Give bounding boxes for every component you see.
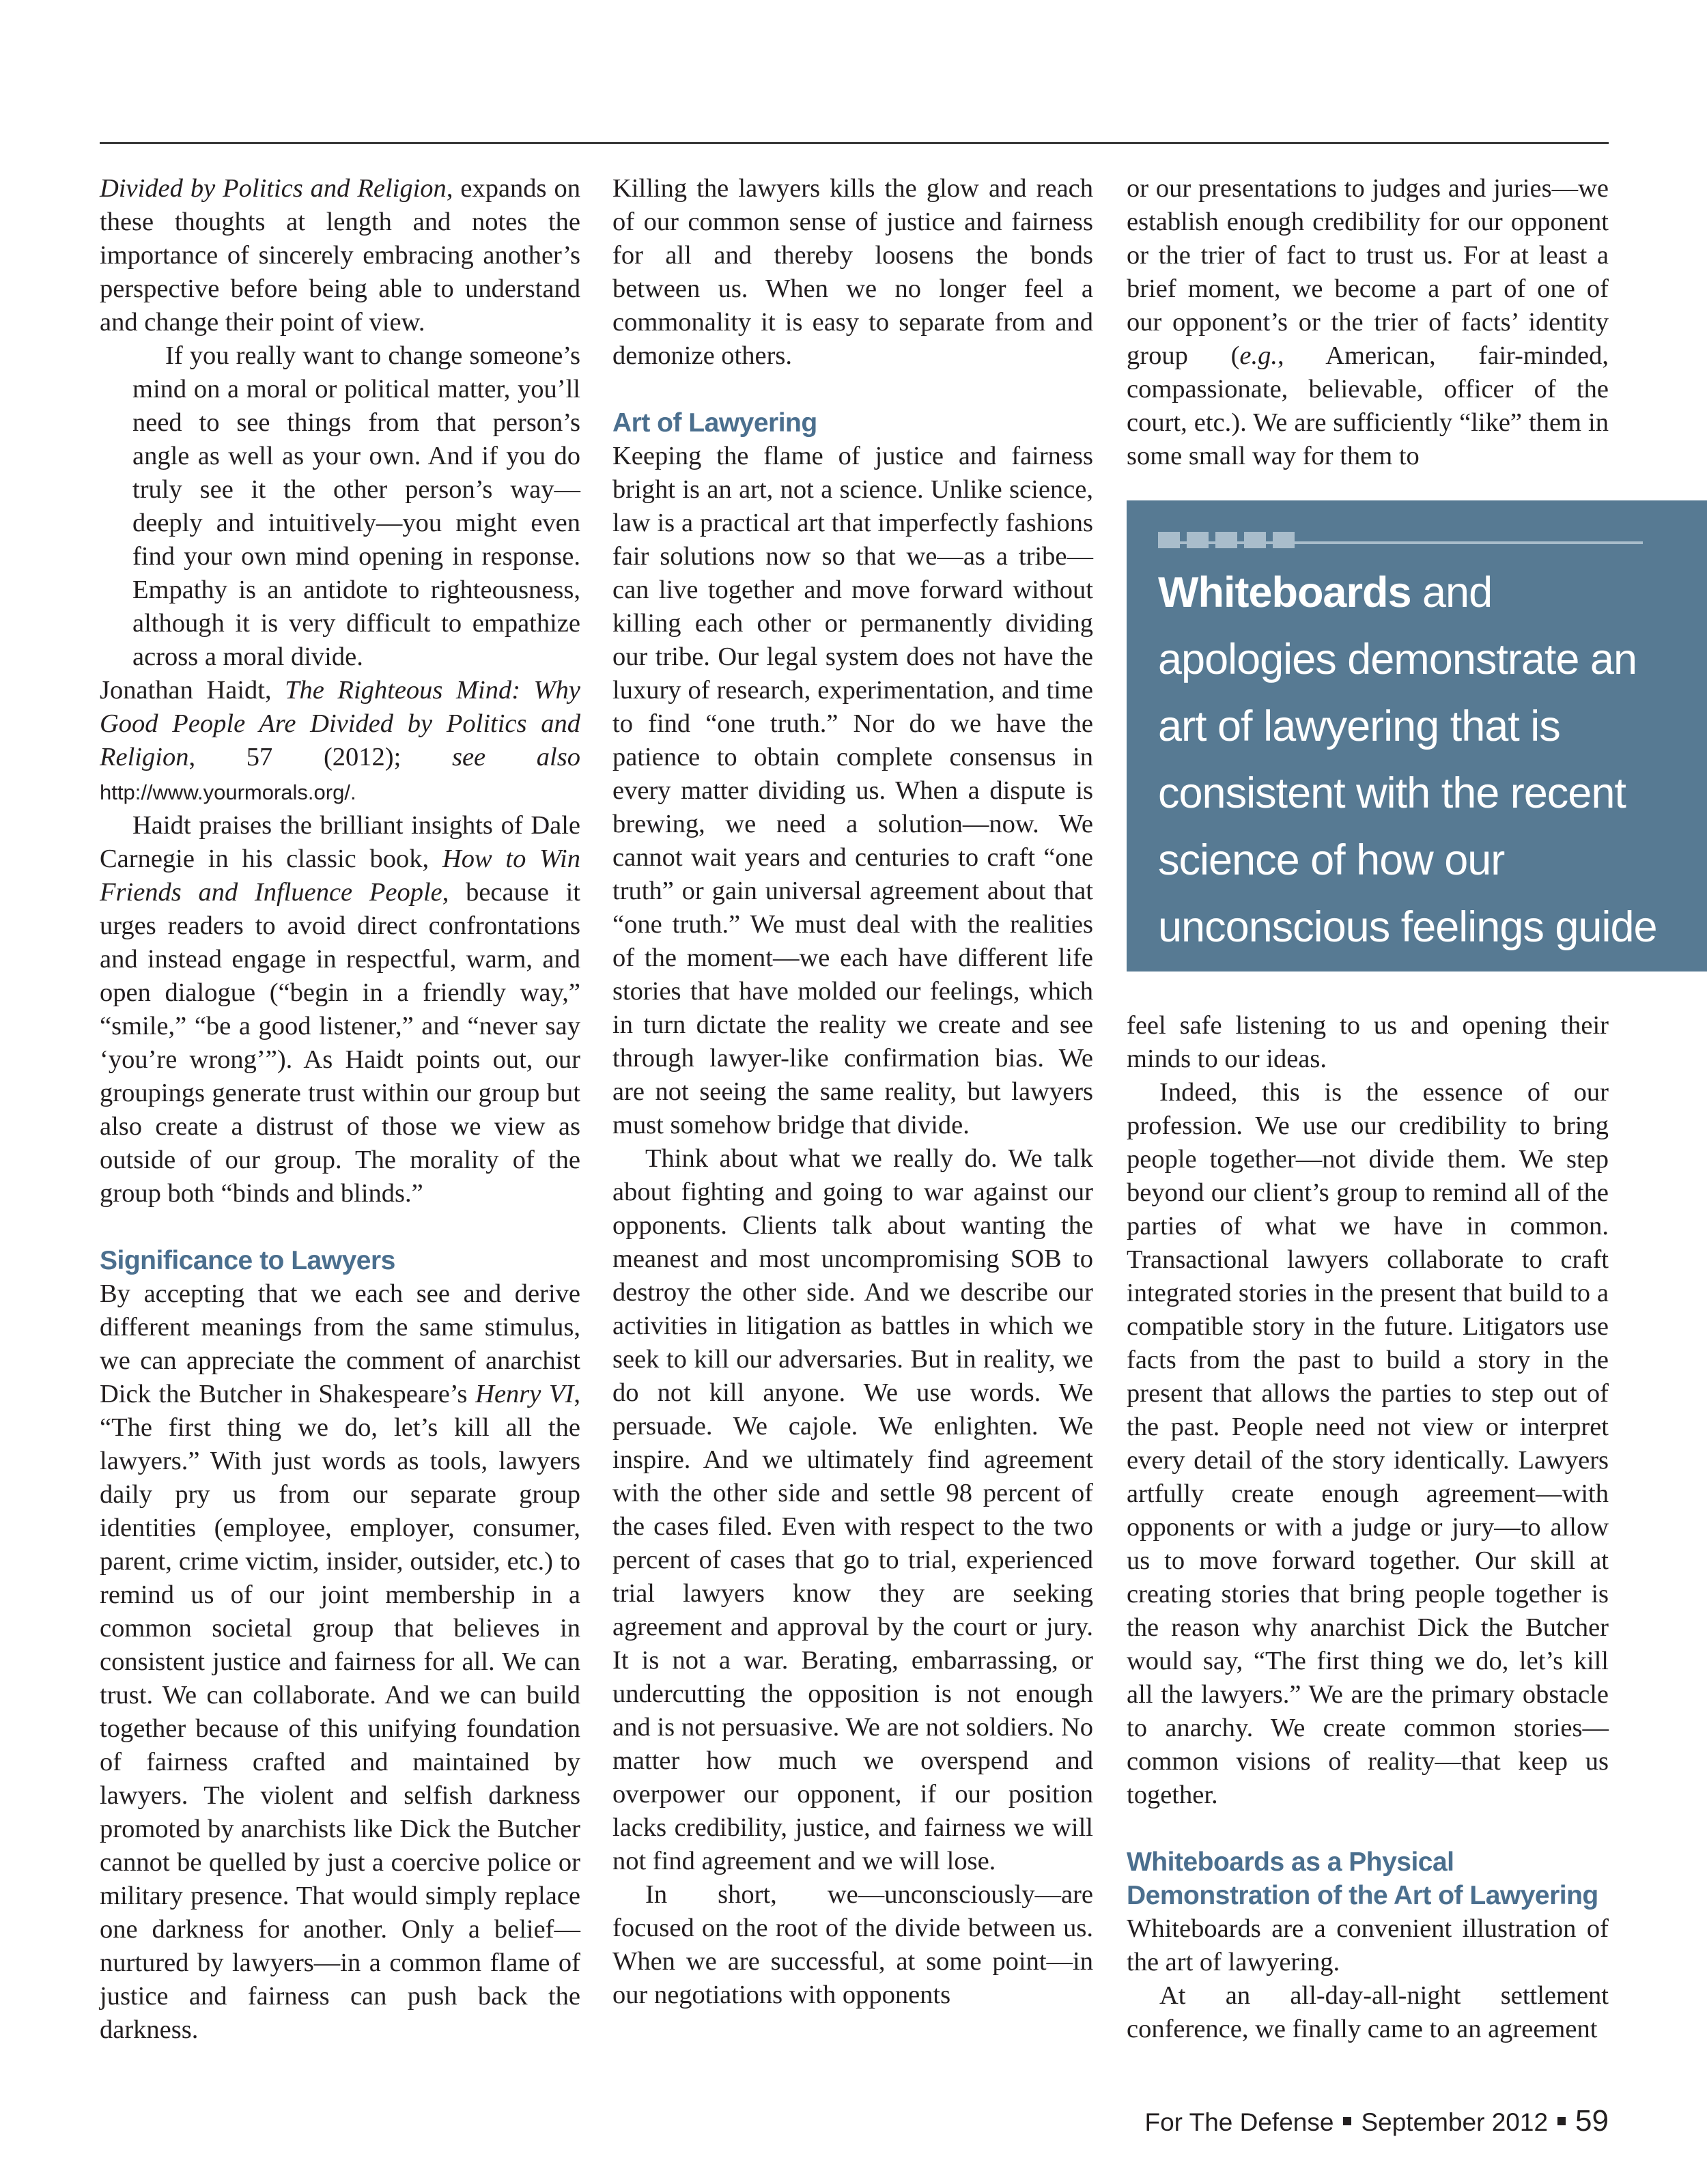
section-heading: Significance to Lawyers xyxy=(100,1246,395,1275)
bullet-separator xyxy=(1343,2117,1351,2125)
paragraph: Killing the lawyers kills the glow and reach of our common sense of justice and fairness for all and thereby loosens the bonds between us. When we no longer feel a commonality it is easy to separate from and demonize others. xyxy=(612,174,1093,370)
issue-date: September 2012 xyxy=(1361,2108,1549,2136)
paragraph: Haidt praises the brilliant insights of Dale Carnegie in his classic book, How to Win Friends and Influence People, because it urges readers to avoid direct confrontations and instead engage in respectful, warm, and open dialogue (“begin in a friendly way,” “smile,” “be a good listener,” and “never say ‘you’re wrong’”). As Haidt points out, our groupings generate trust within our group but also create a distrust of those we view as outside of our group. The morality of the group both “binds and blinds.” xyxy=(100,811,581,1208)
paragraph: Think about what we really do. We talk about fighting and going to war against our opponents. Clients talk about wanting the meanest and most uncompromising SOB to destroy the other side. And we describe our activities in litigation as battles in which we seek to kill our adversaries. But in reality, we do not kill anyone. We use words. We persuade. We cajole. We enlighten. We inspire. And we ultimately find agreement with the other side and settle 98 percent of the cases filed. Even with respect to the two percent of cases that go to trial, experienced trial lawyers know they are seeking agreement and approval by the court or jury. It is not a war. Berating, embarrassing, or undercutting the opposition is not enough and is not persuasive. We are not soldiers. No matter how much we overspend and overpower our opponent, if our position lacks credibility, justice, and fairness we will not find agreement and we will lose. xyxy=(612,1144,1093,1875)
paragraph: Divided by Politics and Religion, expands on these thoughts at length and notes the importance of sincerely embracing another’s perspective before being able to understand and change their point of view. xyxy=(100,174,580,337)
paragraph: Keeping the flame of justice and fairness bright is an art, not a science. Unlike science, law is a practical art that imperfectly fashions fair solutions now so that we—as a tribe—can live together and move forward without killing each other or permanently dividing our tribe. Our legal system does not have the luxury of research, experimentation, and time to find “one truth.” Nor do we have the patience to obtain complete consensus in every matter dividing us. When a dispute is brewing, we need a solution—now. We cannot wait years and centuries to craft “one truth” or gain universal agreement about that “one truth.” We must deal with the realities of the moment—we each have different life stories that have molded our feelings, which in turn dictate the reality we create and see through lawyer-like confirmation bias. We are not seeing the same reality, but lawyers must somehow bridge that divide. xyxy=(612,442,1093,1139)
top-rule xyxy=(100,142,1609,144)
article-column-2 xyxy=(612,172,1093,2012)
citation-url: http://www.yourmorals.org/. xyxy=(100,780,356,804)
pull-quote-box xyxy=(1127,500,1707,1018)
paragraph: Whiteboards are a convenient illustration of the art of lawyering. xyxy=(1127,1914,1609,1976)
section-heading: Art of Lawyering xyxy=(612,408,817,438)
book-title: Divided by Politics and Religion xyxy=(100,174,447,203)
paragraph: feel safe listening to us and opening their minds to our ideas. xyxy=(1127,1011,1609,1073)
paragraph: In short, we—unconsciously—are focused on the root of the divide between us. When we are successful, at some point—in our negotiations with opponents xyxy=(612,1880,1093,2009)
publication-name: For The Defense xyxy=(1144,2108,1334,2136)
page-footer xyxy=(1144,2106,1609,2138)
citation: Jonathan Haidt, The Righteous Mind: Why Good People Are Divided by Politics and Religion, 57 (2012); see also http://www.yourmorals.org/. xyxy=(100,676,581,804)
paragraph: Indeed, this is the essence of our profession. We use our credibility to bring people together—not divide them. We step beyond our client’s group to remind all of the parties of what we have in common. Transactional lawyers collaborate to craft integrated stories in the present that build to a compatible story in the future. Litigators use facts from the past to build a story in the present that allows the parties to step out of the past. People need not view or interpret every detail of the story identically. Lawyers artfully create enough agreement—with opponents or with a judge or jury—to allow us to move forward together. Our skill at creating stories that bring people together is the reason why anarchist Dick the Butcher would say, “The first thing we do, let’s kill all the lawyers.” We are the primary obstacle to anarchy. We create common stories—common visions of reality—that keep us together. xyxy=(1127,1078,1609,1809)
bullet-separator xyxy=(1557,2117,1566,2125)
article-column-1 xyxy=(100,172,580,2047)
pull-quote-squares-decoration xyxy=(1158,532,1295,548)
article-column-3-top xyxy=(1127,172,1609,473)
article-column-3-bottom xyxy=(1127,1009,1609,2046)
pull-quote-text: Whiteboards and apologies demonstrate an art of lawyering that is consistent with the recent science of how our unconscious feelings guide our decisions. xyxy=(1158,569,1657,1018)
page-number: 59 xyxy=(1575,2104,1609,2138)
section-heading: Whiteboards as a Physical Demonstration of the Art of Lawyering xyxy=(1127,1847,1598,1910)
paragraph: By accepting that we each see and derive different meanings from the same stimulus, we can appreciate the comment of anarchist Dick the Butcher in Shakespeare’s Henry VI, “The first thing we do, let’s kill all the lawyers.” With just words as tools, lawyers daily pry us from our separate group identities (employee, employer, consumer, parent, crime victim, insider, outsider, etc.) to remind us of our joint membership in a common societal group that believes in consistent justice and fairness for all. We can trust. We can collaborate. And we can build together because of this unifying foundation of fairness crafted and maintained by lawyers. The violent and selfish darkness promoted by anarchists like Dick the Butcher cannot be quelled by just a coercive police or military presence. That would simply replace one darkness for another. Only a belief—nurtured by lawyers—in a common flame of justice and fairness can push back the darkness. xyxy=(100,1279,580,2044)
paragraph: or our presentations to judges and juries—we establish enough credibility for our opponent or the trier of fact to trust us. For at least a brief moment, we become a part of one of our opponent’s or the trier of facts’ identity group (e.g., American, fair-minded, compassionate, believable, officer of the court, etc.). We are sufficiently “like” them in some small way for them to xyxy=(1127,174,1609,470)
paragraph: At an all-day-all-night settlement conference, we finally came to an agreement xyxy=(1127,1981,1609,2043)
block-quote: If you really want to change someone’s mind on a moral or political matter, you’ll need to see things from that person’s angle as well as your own. And if you do truly see it the other person’s way—deeply and intuitively—you might even find your own mind opening in response. Empathy is an antidote to righteousness, although it is very difficult to empathize across a moral divide. xyxy=(132,341,580,671)
